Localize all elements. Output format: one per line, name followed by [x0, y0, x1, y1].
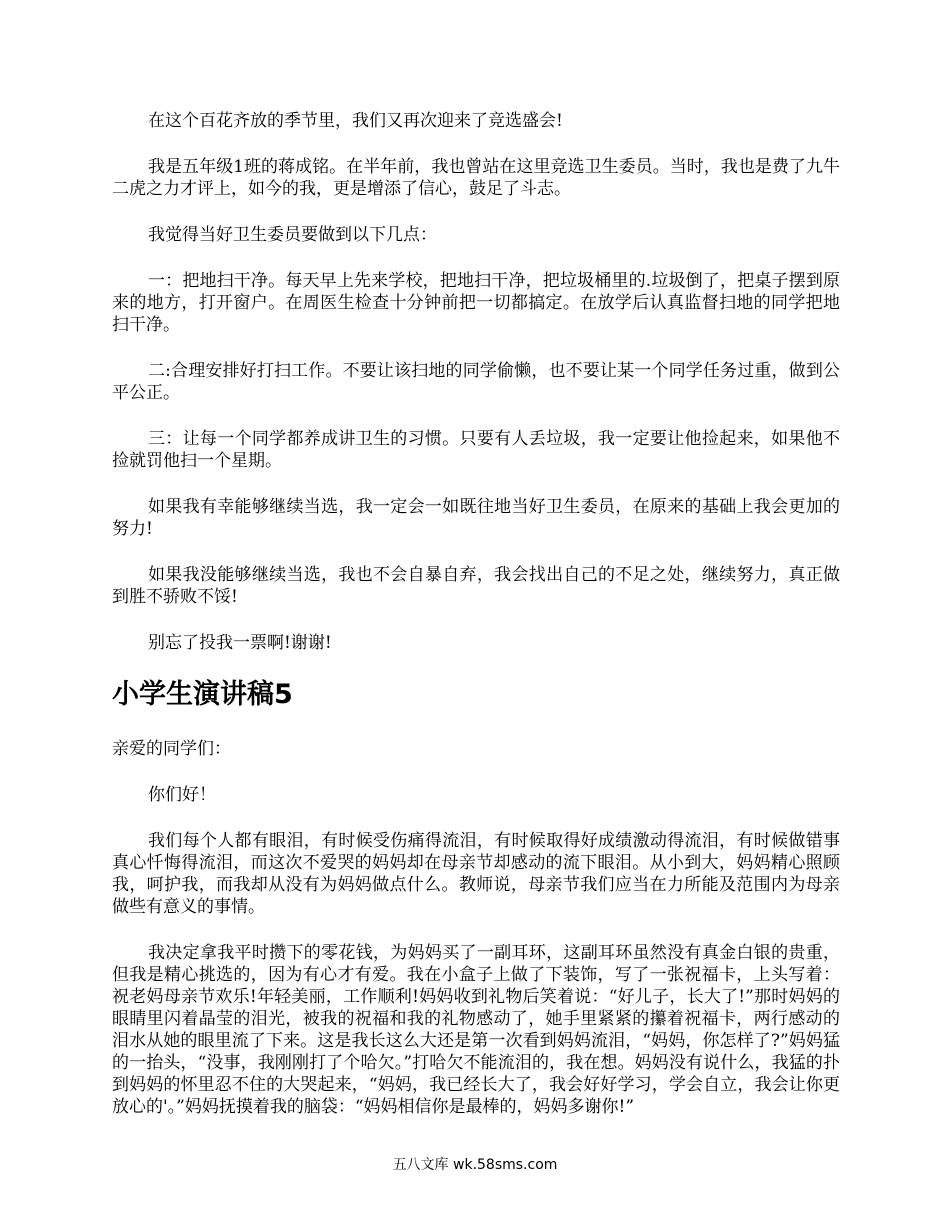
paragraph: 在这个百花齐放的季节里，我们又再次迎来了竞选盛会!: [148, 111, 563, 131]
document-body: [112, 110, 840, 1142]
paragraph: 别忘了投我一票啊!谢谢!: [148, 633, 332, 653]
paragraph: 一：把地扫干净。每天早上先来学校，把地扫干净，把垃圾桶里的.垃圾倒了，把桌子摆到原来的地方，打开窗户。在周医生检查十分钟前把一切都搞定。在放学后认真监督扫地的同学把地扫干净。: [112, 271, 840, 335]
paragraph: 你们好！: [148, 785, 216, 805]
section-heading: 小学生演讲稿5: [112, 679, 293, 710]
paragraph: 我是五年级1班的蒋成铭。在半年前，我也曾站在这里竞选卫生委员。当时，我也是费了九牛二虎之力才评上，如今的我，更是增添了信心，鼓足了斗志。: [112, 157, 840, 199]
paragraph: 我决定拿我平时攒下的零花钱，为妈妈买了一副耳环，这副耳环虽然没有真金白银的贵重，但我是精心挑选的，因为有心才有爱。我在小盒子上做了下装饰，写了一张祝福卡，上头写着：祝老妈母亲节欢乐!年轻美丽，工作顺利!妈妈收到礼物后笑着说：“好儿子，长大了!”那时妈妈的眼睛里闪着晶莹的泪光，被我的祝福和我的礼物感动了，她手里紧紧的攥着祝福卡，两行感动的泪水从她的眼里流了下来。这是我长这么大还是第一次看到妈妈流泪，“妈妈，你怎样了?”妈妈猛的一抬头，“没事，我刚刚打了个哈欠。”打哈欠不能流泪的，我在想。妈妈没有说什么，我猛的扑到妈妈的怀里忍不住的大哭起来，“妈妈，我已经长大了，我会好好学习，学会自立，我会让你更放心的'。”妈妈抚摸着我的脑袋：“妈妈相信你是最棒的，妈妈多谢你!”: [112, 943, 840, 1117]
page-footer: 五八文库 wk.58sms.com: [392, 1157, 558, 1173]
paragraph: 二:合理安排好打扫工作。不要让该扫地的同学偷懒，也不要让某一个同学任务过重，做到公平公正。: [112, 361, 840, 403]
salutation: 亲爱的同学们：: [112, 739, 231, 759]
paragraph: 我们每个人都有眼泪，有时候受伤痛得流泪，有时候取得好成绩激动得流泪，有时候做错事真心忏悔得流泪，而这次不爱哭的妈妈却在母亲节却感动的流下眼泪。从小到大，妈妈精心照顾我，呵护我，而我却从没有为妈妈做点什么。教师说，母亲节我们应当在力所能及范围内为母亲做些有意义的事情。: [112, 831, 840, 917]
paragraph: 三：让每一个同学都养成讲卫生的习惯。只要有人丢垃圾，我一定要让他捡起来，如果他不捡就罚他扫一个星期。: [112, 429, 840, 471]
paragraph: 如果我有幸能够继续当选，我一定会一如既往地当好卫生委员，在原来的基础上我会更加的努力!: [112, 497, 840, 539]
paragraph: 我觉得当好卫生委员要做到以下几点：: [148, 225, 437, 245]
paragraph: 如果我没能够继续当选，我也不会自暴自弃，我会找出自己的不足之处，继续努力，真正做到胜不骄败不馁!: [112, 565, 840, 607]
